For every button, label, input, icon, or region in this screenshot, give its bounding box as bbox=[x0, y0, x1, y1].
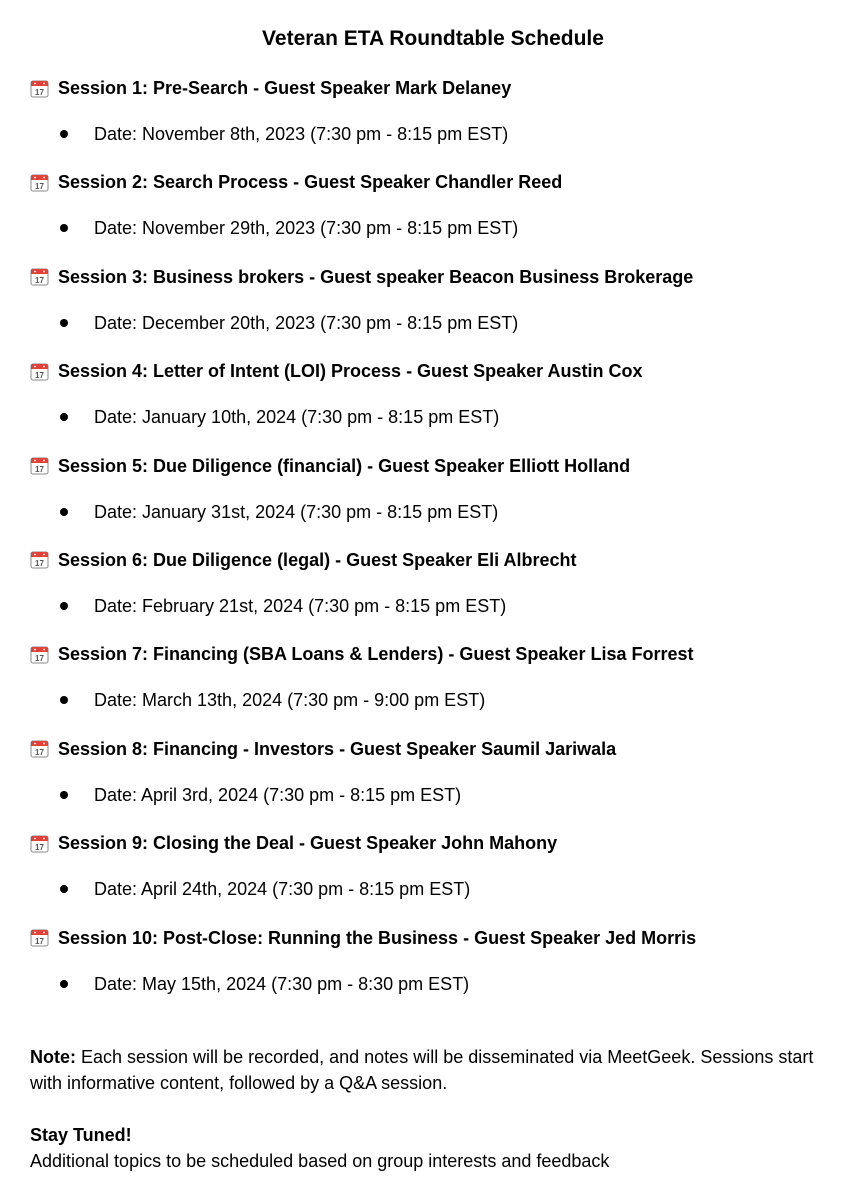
session-heading bbox=[30, 264, 693, 290]
calendar-icon bbox=[30, 550, 49, 569]
svg-text:17: 17 bbox=[35, 559, 44, 569]
session-date-item bbox=[60, 593, 506, 619]
calendar-icon bbox=[30, 645, 49, 664]
note-label: Note: bbox=[30, 1047, 76, 1067]
session-title: Session 5: Due Diligence (financial) - Guest Speaker Elliott Holland bbox=[58, 455, 631, 476]
svg-text:17: 17 bbox=[35, 370, 44, 380]
svg-text:17: 17 bbox=[35, 87, 44, 97]
bullet-icon bbox=[60, 696, 68, 704]
session-date-item bbox=[60, 215, 518, 241]
session-date-item bbox=[60, 404, 499, 430]
session-heading bbox=[30, 169, 562, 195]
calendar-icon bbox=[30, 456, 49, 475]
stay-tuned-text: Additional topics to be scheduled based on group interests and feedback bbox=[30, 1151, 610, 1171]
svg-text:17: 17 bbox=[35, 181, 44, 191]
stay-tuned-heading: Stay Tuned! bbox=[30, 1125, 132, 1145]
session-title: Session 8: Financing - Investors - Guest Speaker Saumil Jariwala bbox=[58, 738, 617, 759]
calendar-icon bbox=[30, 267, 49, 286]
session-date-item bbox=[60, 121, 508, 147]
session-date: Date: January 31st, 2024 (7:30 pm - 8:15 pm EST) bbox=[94, 501, 499, 522]
session-title: Session 3: Business brokers - Guest speaker Beacon Business Brokerage bbox=[58, 266, 694, 287]
session-item bbox=[30, 358, 850, 452]
session-date-item bbox=[60, 782, 461, 808]
session-item bbox=[30, 641, 850, 735]
svg-text:17: 17 bbox=[35, 748, 44, 758]
session-list bbox=[30, 75, 850, 1019]
session-date: Date: April 3rd, 2024 (7:30 pm - 8:15 pm EST) bbox=[94, 784, 462, 805]
session-heading bbox=[30, 830, 557, 856]
session-heading bbox=[30, 547, 576, 573]
session-date: Date: January 10th, 2024 (7:30 pm - 8:15 pm EST) bbox=[94, 407, 500, 428]
calendar-icon bbox=[30, 928, 49, 947]
session-date: Date: March 13th, 2024 (7:30 pm - 9:00 pm EST) bbox=[94, 690, 486, 711]
bullet-icon bbox=[60, 130, 68, 138]
calendar-icon bbox=[30, 173, 49, 192]
session-title: Session 2: Search Process - Guest Speaker Chandler Reed bbox=[58, 172, 563, 193]
session-date: Date: December 20th, 2023 (7:30 pm - 8:15 pm EST) bbox=[94, 312, 519, 333]
session-heading bbox=[30, 358, 642, 384]
session-date-item bbox=[60, 876, 470, 902]
session-item bbox=[30, 453, 850, 547]
session-heading bbox=[30, 736, 616, 762]
session-title: Session 6: Due Diligence (legal) - Guest Speaker Eli Albrecht bbox=[58, 549, 577, 570]
session-title: Session 10: Post-Close: Running the Business - Guest Speaker Jed Morris bbox=[58, 927, 697, 948]
bullet-icon bbox=[60, 319, 68, 327]
bullet-icon bbox=[60, 413, 68, 421]
svg-text:17: 17 bbox=[35, 276, 44, 286]
session-date: Date: November 29th, 2023 (7:30 pm - 8:15 pm EST) bbox=[94, 218, 519, 239]
bullet-icon bbox=[60, 224, 68, 232]
session-title: Session 7: Financing (SBA Loans & Lenders) - Guest Speaker Lisa Forrest bbox=[58, 644, 694, 665]
bullet-icon bbox=[60, 980, 68, 988]
session-item bbox=[30, 736, 850, 830]
calendar-icon bbox=[30, 79, 49, 98]
session-item bbox=[30, 169, 850, 263]
session-date: Date: February 21st, 2024 (7:30 pm - 8:15 pm EST) bbox=[94, 595, 507, 616]
session-item bbox=[30, 830, 850, 924]
session-date: Date: November 8th, 2023 (7:30 pm - 8:15 pm EST) bbox=[94, 124, 509, 144]
session-heading bbox=[30, 453, 630, 479]
page-title: Veteran ETA Roundtable Schedule bbox=[262, 27, 604, 50]
calendar-icon bbox=[30, 739, 49, 758]
session-date: Date: May 15th, 2024 (7:30 pm - 8:30 pm EST) bbox=[94, 973, 470, 994]
session-item bbox=[30, 264, 850, 358]
session-date: Date: April 24th, 2024 (7:30 pm - 8:15 pm EST) bbox=[94, 879, 471, 900]
session-item bbox=[30, 925, 850, 1019]
svg-text:17: 17 bbox=[35, 842, 44, 852]
session-title: Session 4: Letter of Intent (LOI) Process - Guest Speaker Austin Cox bbox=[58, 361, 643, 382]
bullet-icon bbox=[60, 885, 68, 893]
note-text: Each session will be recorded, and notes will be disseminated via MeetGeek. Sessions start with informative content, followed by a Q&A session. bbox=[30, 1047, 814, 1093]
session-title: Session 9: Closing the Deal - Guest Speaker John Mahony bbox=[58, 833, 558, 854]
session-heading bbox=[30, 641, 693, 667]
calendar-icon bbox=[30, 834, 49, 853]
bullet-icon bbox=[60, 508, 68, 516]
session-heading bbox=[30, 75, 511, 101]
session-heading bbox=[30, 925, 696, 951]
calendar-icon bbox=[30, 362, 49, 381]
session-date-item bbox=[60, 971, 469, 997]
svg-text:17: 17 bbox=[35, 653, 44, 663]
stay-tuned-section bbox=[30, 1122, 850, 1174]
session-date-item bbox=[60, 310, 518, 336]
svg-text:17: 17 bbox=[35, 937, 44, 947]
session-title: Session 1: Pre-Search - Guest Speaker Mark Delaney bbox=[58, 78, 512, 98]
svg-text:17: 17 bbox=[35, 465, 44, 475]
bullet-icon bbox=[60, 791, 68, 799]
session-item bbox=[30, 75, 850, 169]
bullet-icon bbox=[60, 602, 68, 610]
session-item bbox=[30, 547, 850, 641]
session-date-item bbox=[60, 499, 498, 525]
session-date-item bbox=[60, 687, 485, 713]
note-paragraph bbox=[30, 1044, 850, 1096]
